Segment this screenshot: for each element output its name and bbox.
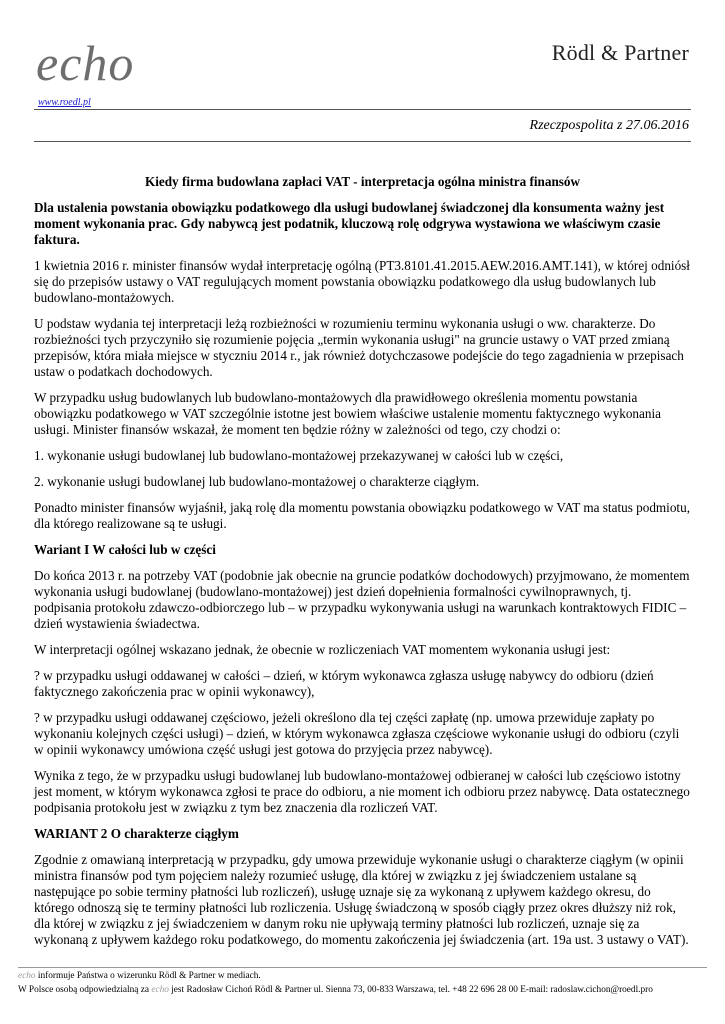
- list-item: ? w przypadku usługi oddawanej częściowo, jeżeli określono dla tej części zapłatę (np. umowa przewiduje zapłaty po wykonaniu kolejnych części usługi) – dzień, w którym wykonawca zgłasza częściowe wykonanie usługi do odbioru (czyli w opinii wykonawcy umówiona część usługi jest gotowa do przyjęcia przez nabywcę).: [34, 710, 680, 757]
- source-date: Rzeczpospolita z 27.06.2016: [529, 118, 689, 133]
- paragraph: Wynika z tego, że w przypadku usługi budowlanej lub budowlano-montażowej odbieranej w całości lub częściowo istotny jest moment, w którym wykonawca zgłosi te prace do odbioru, a nie moment ich odbioru przez nabywcę. Data ostatecznego podpisania protokołu jest w związku z tym bez znaczenia dla rozliczeń VAT.: [34, 768, 690, 815]
- article-title: Kiedy firma budowlana zapłaci VAT - interpretacja ogólna ministra finansów: [144, 174, 581, 189]
- section-heading-2: WARIANT 2 O charakterze ciągłym: [34, 826, 239, 841]
- footer-text-2b: jest Radosław Cichoń Rödl & Partner ul. Sienna 73, 00-833 Warszawa, tel. +48 22 696 28 00 E-mail: radoslaw.cichon@roedl.pro: [171, 985, 653, 995]
- list-item: 1. wykonanie usługi budowlanej lub budowlano-montażowej przekazywanej w całości lub w części,: [34, 448, 564, 463]
- paragraph: U podstaw wydania tej interpretacji leżą rozbieżności w rozumieniu terminu wykonania usługi o ww. charakterze. Do rozbieżności tych przyczyniło się rozumienie pojęcia „termin wykonania usługi" na gruncie ustawy o VAT przed zmianą przepisów, która miała miejsce w styczniu 2014 r., jak również dotychczasowe podejście do tego zagadnienia w przepisach ustaw o podatkach dochodowych.: [34, 316, 684, 379]
- footer-divider: [18, 967, 707, 968]
- paragraph: W interpretacji ogólnej wskazano jednak, że obecnie w rozliczeniach VAT momentem wykonania usługi jest:: [34, 642, 611, 657]
- footer-text-1: informuje Państwa o wizerunku Rödl & Partner w mediach.: [37, 971, 261, 981]
- section-heading-1: Wariant I W całości lub w części: [34, 542, 216, 557]
- paragraph: Do końca 2013 r. na potrzeby VAT (podobnie jak obecnie na gruncie podatków dochodowych) przyjmowano, że momentem wykonania usługi budowlanej (budowlano-montażowej) jest dzień dopełnienia formalności cywilnoprawnych, tj. podpisania protokołu zdawczo-odbiorczego lub – w przypadku wykonywania usługi na warunkach kontraktowych FIDIC – dzień wystawienia świadectwa.: [34, 568, 690, 631]
- footer-line-2: [18, 984, 707, 996]
- list-item: ? w przypadku usługi oddawanej w całości – dzień, w którym wykonawca zgłasza usługę nabywcy do odbioru (dzień faktycznego zakończenia prac w opinii wykonawcy),: [34, 668, 654, 699]
- brand-name: Rödl & Partner: [551, 40, 689, 65]
- footer-echo-mark: echo: [18, 971, 36, 981]
- website-link[interactable]: www.roedl.pl: [38, 97, 91, 108]
- footer-echo-mark: echo: [151, 985, 169, 995]
- article-lead: Dla ustalenia powstania obowiązku podatkowego dla usługi budowlanej świadczonej dla konsumenta ważny jest moment wykonania prac. Gdy nabywcą jest podatnik, kluczową rolę odgrywa wystawiona we właściwym czasie faktura.: [34, 200, 665, 247]
- paragraph: Ponadto minister finansów wyjaśnił, jaką rolę dla momentu powstania obowiązku podatkowego w VAT ma status podmiotu, dla którego realizowane są te usługi.: [34, 500, 690, 531]
- paragraph: 1 kwietnia 2016 r. minister finansów wydał interpretację ogólną (PT3.8101.41.2015.AEW.2016.AMT.141), w której odniósł się do przepisów ustawy o VAT regulujących moment powstania obowiązku podatkowego dla usług budowlanych lub budowlano-montażowych.: [34, 258, 690, 305]
- footer-text-2a: W Polsce osobą odpowiedzialną za: [18, 985, 149, 995]
- footer-line-1: [18, 970, 707, 982]
- echo-logo: echo: [36, 35, 135, 91]
- source-divider: [34, 141, 691, 142]
- list-item: 2. wykonanie usługi budowlanej lub budowlano-montażowej o charakterze ciągłym.: [34, 474, 480, 489]
- article: [34, 174, 691, 958]
- header-divider: [34, 109, 691, 110]
- paragraph: Zgodnie z omawianą interpretacją w przypadku, gdy umowa przewiduje wykonanie usługi o charakterze ciągłym (w opinii ministra finansów pod tym pojęciem należy rozumieć usługę, dla której w związku z jej świadczeniem ustalane są następujące po sobie terminy płatności lub rozliczeń), usługę uznaje się za wykonaną z upływem każdego okresu, do którego odnoszą się te terminy płatności lub rozliczenia. Usługę świadczoną w sposób ciągły przez okres dłuższy niż rok, dla której w związku z jej świadczeniem w danym roku nie upływają terminy płatności lub rozliczeń, uznaje się za wykonaną z upływem każdego roku podatkowego, do momentu zakończenia jej świadczenia (art. 19a ust. 3 ustawy o VAT).: [34, 852, 689, 947]
- paragraph: W przypadku usług budowlanych lub budowlano-montażowych dla prawidłowego określenia momentu powstania obowiązku podatkowego w VAT szczególnie istotne jest bowiem właściwe ustalenie momentu faktycznego wykonania usługi. Minister finansów wskazał, że moment ten będzie różny w zależności od tego, czy chodzi o:: [34, 390, 661, 437]
